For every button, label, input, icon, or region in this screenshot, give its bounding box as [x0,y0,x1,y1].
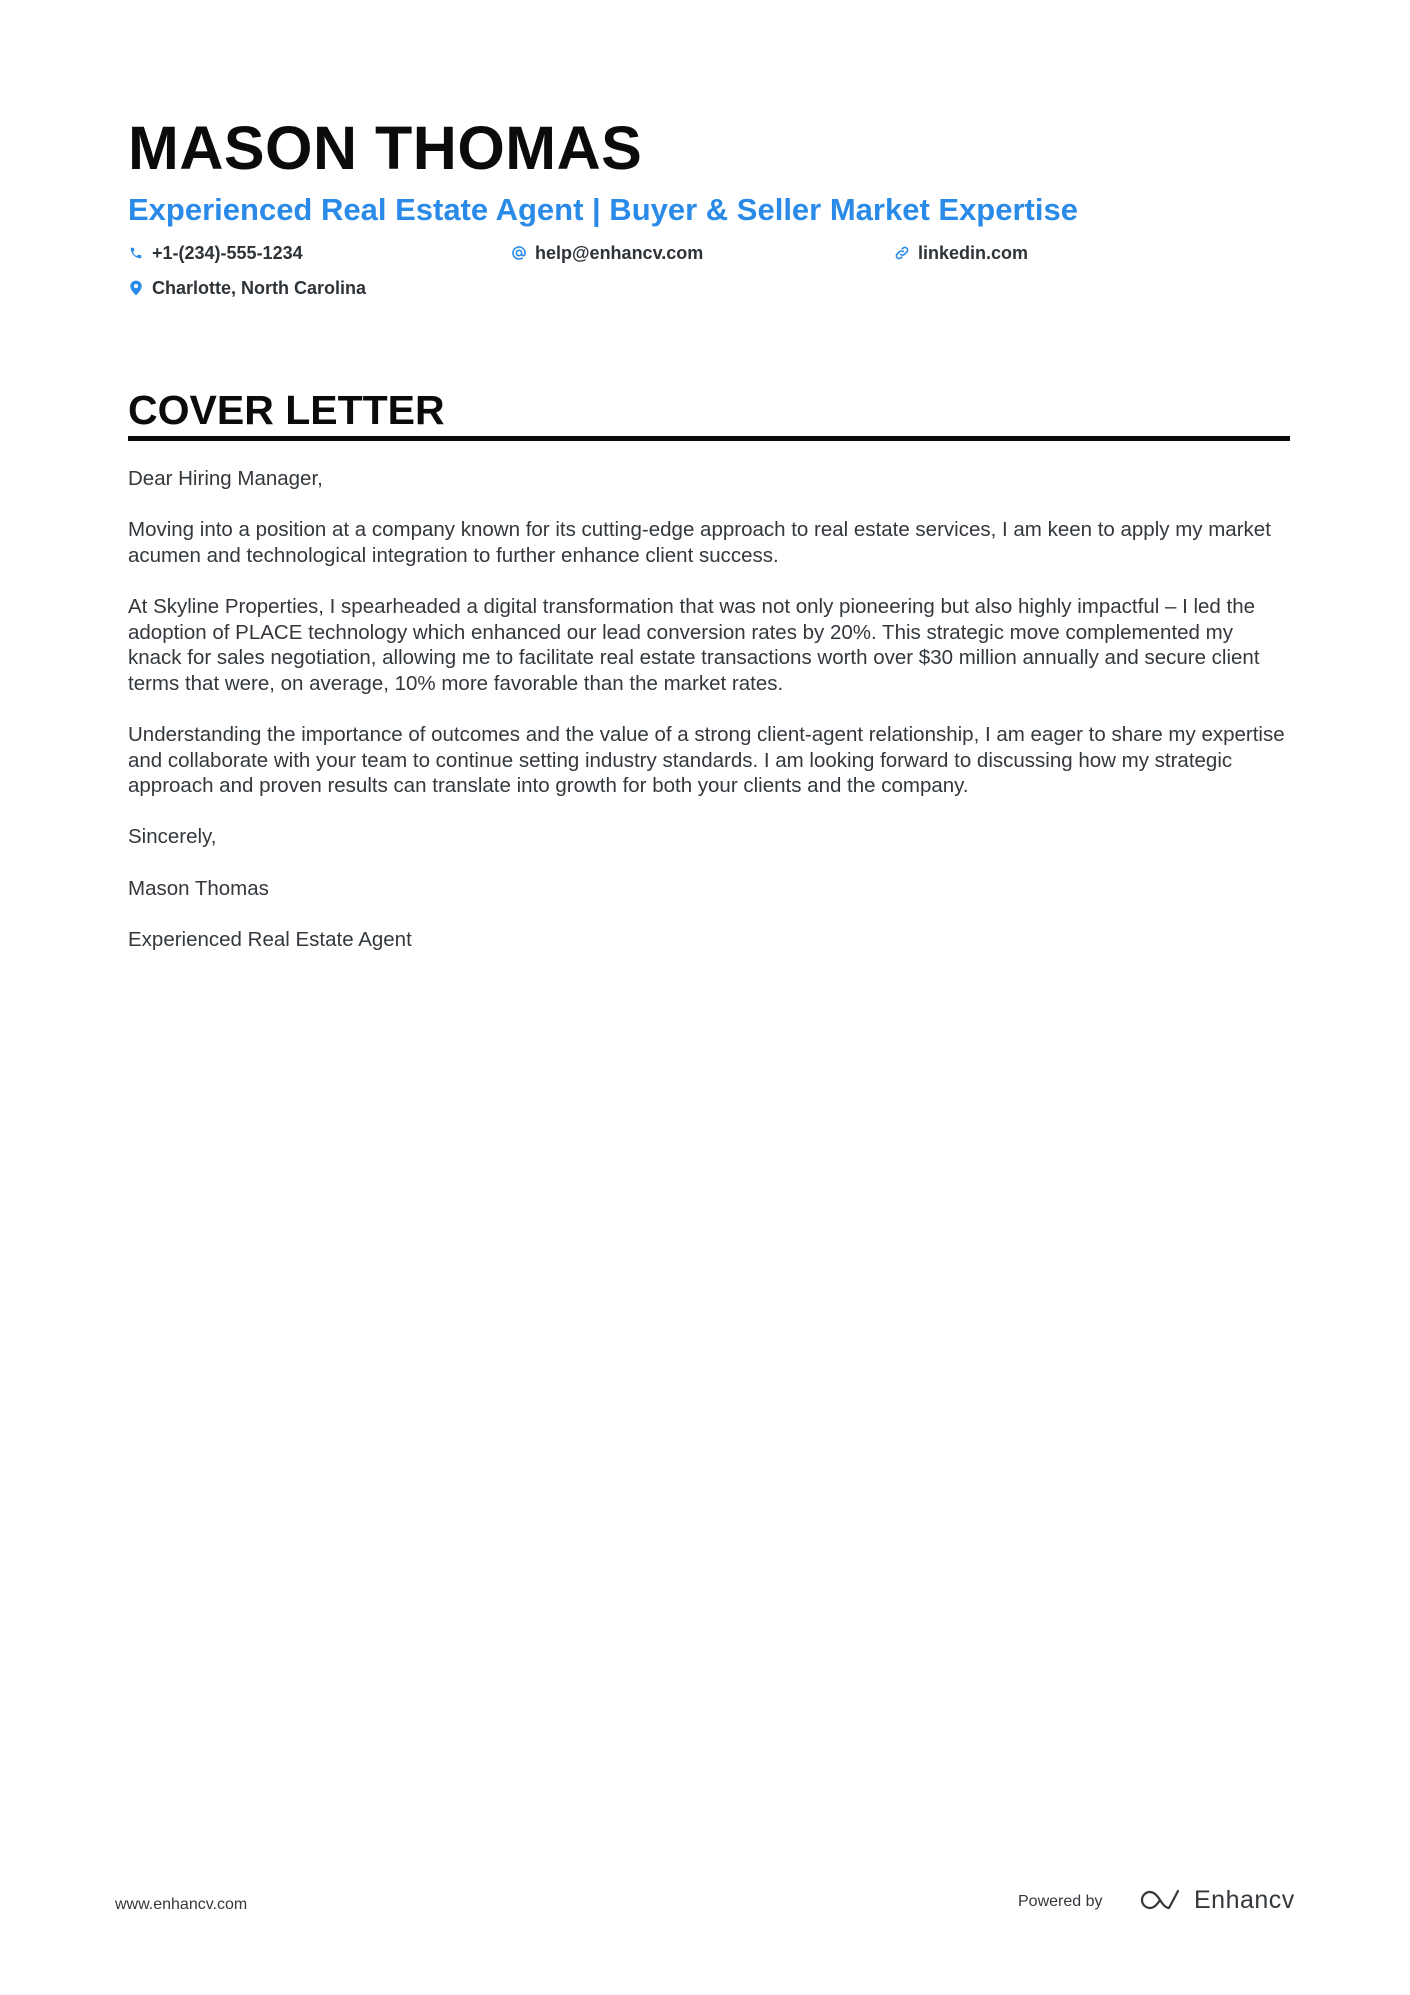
letter-paragraph: Understanding the importance of outcomes and the value of a strong client-agent relationship, I am eager to share my expertise and collaborate with your team to continue setting industry standards. I am looking forward to discussing how my strategic approach and proven results can translate into growth for both your clients and the company. [128,722,1285,798]
letter-body [128,466,1290,978]
brand-logo[interactable] [1138,1884,1295,1916]
section-divider [128,436,1290,441]
letter-greeting: Dear Hiring Manager, [128,467,323,490]
enhancv-logo-icon [1138,1888,1184,1912]
brand-name: Enhancv [1194,1886,1295,1914]
phone-icon [128,245,144,261]
section-title: COVER LETTER [128,387,445,433]
powered-by-label: Powered by [1018,1893,1103,1910]
letter-closing: Sincerely, [128,825,217,849]
contact-link [894,241,1028,265]
location-pin-icon [128,280,144,296]
footer-url[interactable]: www.enhancv.com [115,1896,248,1913]
contact-location-text: Charlotte, North Carolina [152,278,367,298]
letter-paragraph: At Skyline Properties, I spearheaded a digital transformation that was not only pioneering but also highly impactful – I led the adoption of PLACE technology which enhanced our lead conversion rates by 20%. This strategic move complemented my knack for sales negotiation, allowing me to facilitate real estate transactions worth over $30 million annually and secure client terms that were, on average, 10% more favorable than the market rates. [128,594,1260,695]
candidate-name: MASON THOMAS [128,114,643,182]
contact-phone-text: +1-(234)-555-1234 [152,243,303,263]
signature-name: Mason Thomas [128,876,269,900]
letter-paragraph: Moving into a position at a company known for its cutting-edge approach to real estate services, I am keen to apply my market acumen and technological integration to further enhance client success. [128,518,1271,567]
contact-email-text[interactable]: help@enhancv.com [535,243,704,263]
candidate-headline: Experienced Real Estate Agent | Buyer & Seller Market Expertise [128,192,1078,227]
contact-email [511,241,703,265]
contact-link-text[interactable]: linkedin.com [918,243,1029,263]
signature-title: Experienced Real Estate Agent [128,927,412,951]
link-icon [894,245,910,261]
contact-phone [128,241,303,265]
at-icon [511,245,527,261]
contact-location [128,276,366,300]
